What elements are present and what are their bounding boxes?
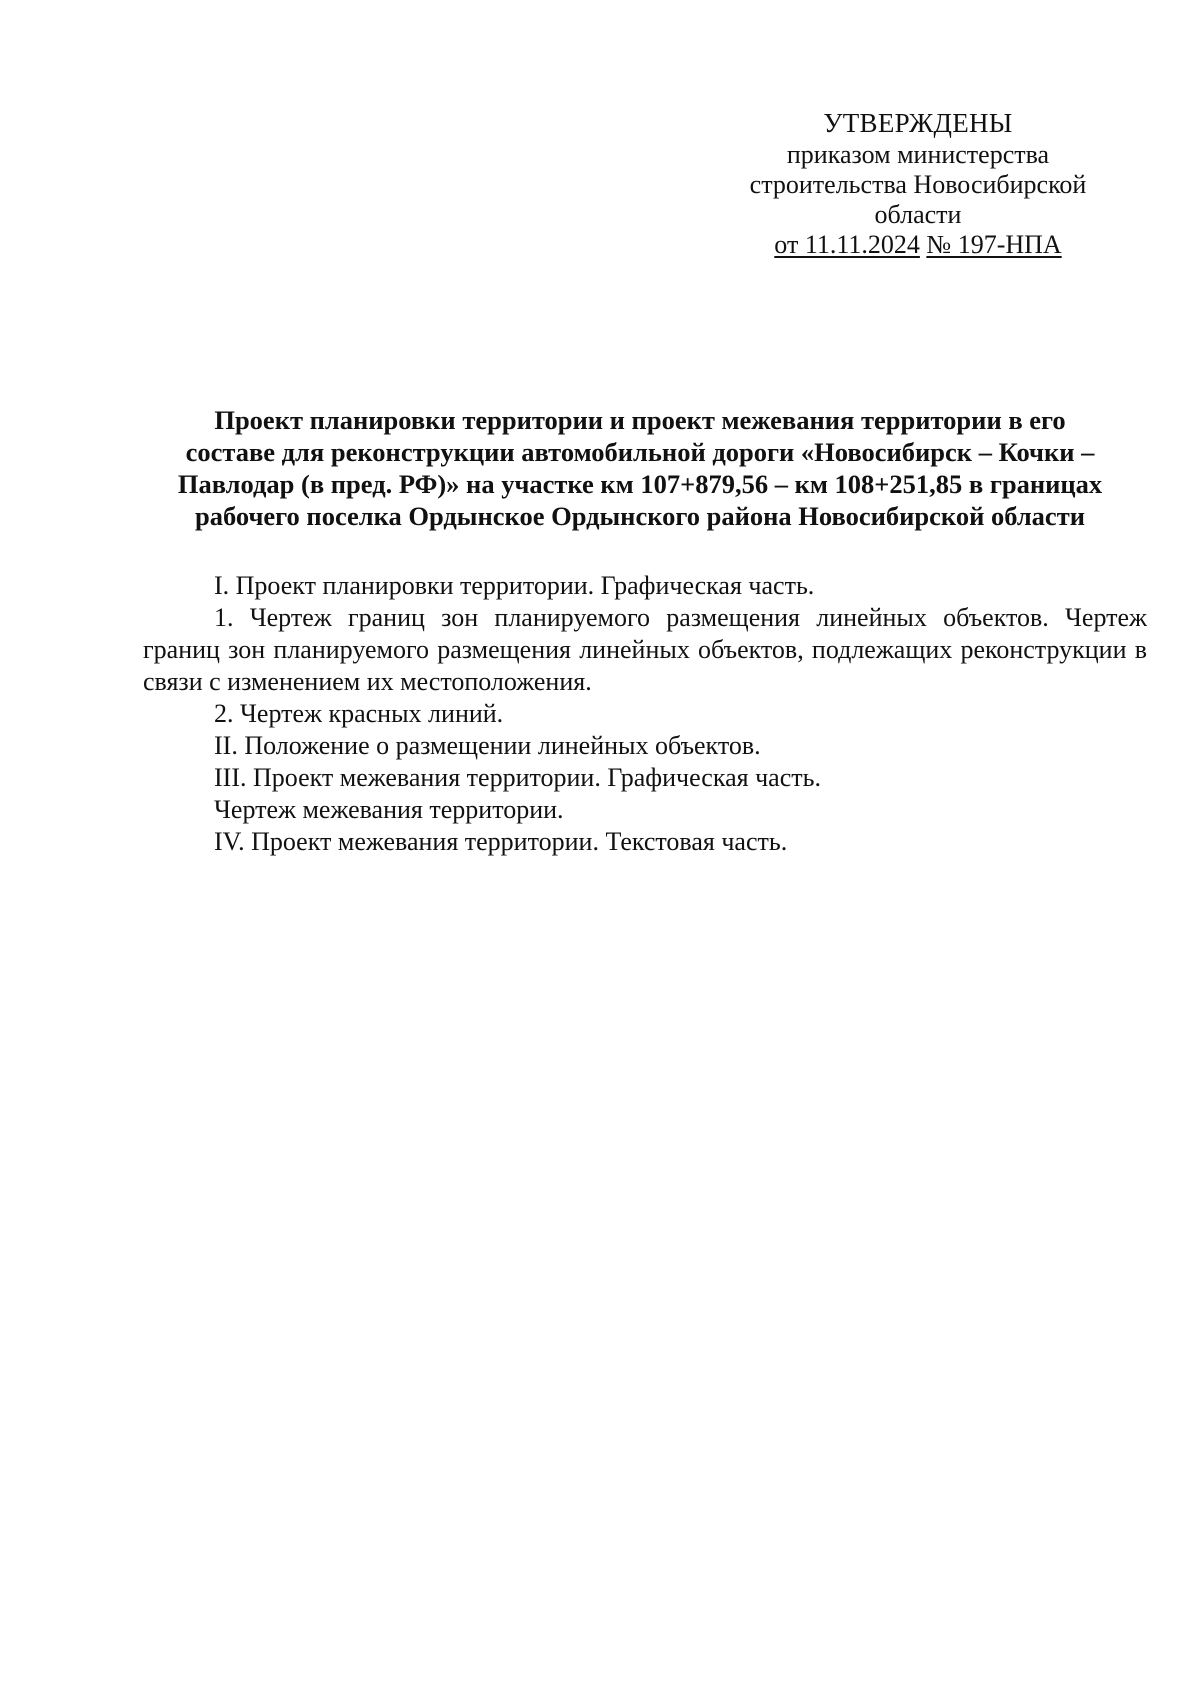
contents-item: IV. Проект межевания территории. Текстовая часть. [214,827,788,856]
approval-number: № 197-НПА [926,230,1062,259]
approval-block [718,108,1118,260]
approval-date: от 11.11.2024 [774,230,920,259]
title-line: Проект планировки территории и проект межевания территории в его [214,405,1066,435]
contents-item: III. Проект межевания территории. Графическая часть. [214,763,821,792]
approval-line: приказом министерства [786,140,1050,169]
contents-item: I. Проект планировки территории. Графическая часть. [214,571,815,600]
document-title [140,404,1140,532]
contents-item: II. Положение о размещении линейных объектов. [214,731,761,760]
contents-list [143,570,1147,858]
contents-item: 1. Чертеж границ зон планируемого размещения линейных объектов. Чертеж границ зон планируемого размещения линейных объектов, подлежащих реконструкции в связи с изменением их местоположения. [143,603,1147,696]
title-line: рабочего поселка Ордынское Ордынского района Новосибирской области [195,501,1085,531]
contents-item: Чертеж межевания территории. [214,795,564,824]
approval-line: строительства Новосибирской [749,170,1087,199]
title-line: Павлодар (в пред. РФ)» на участке км 107+879,56 – км 108+251,85 в границах [177,469,1103,499]
title-line: составе для реконструкции автомобильной дороги «Новосибирск – Кочки – [185,437,1095,467]
approval-line: области [874,200,962,229]
contents-item: 2. Чертеж красных линий. [214,699,504,728]
approval-reference [718,230,1118,260]
approval-heading: УТВЕРЖДЕНЫ [823,108,1013,138]
